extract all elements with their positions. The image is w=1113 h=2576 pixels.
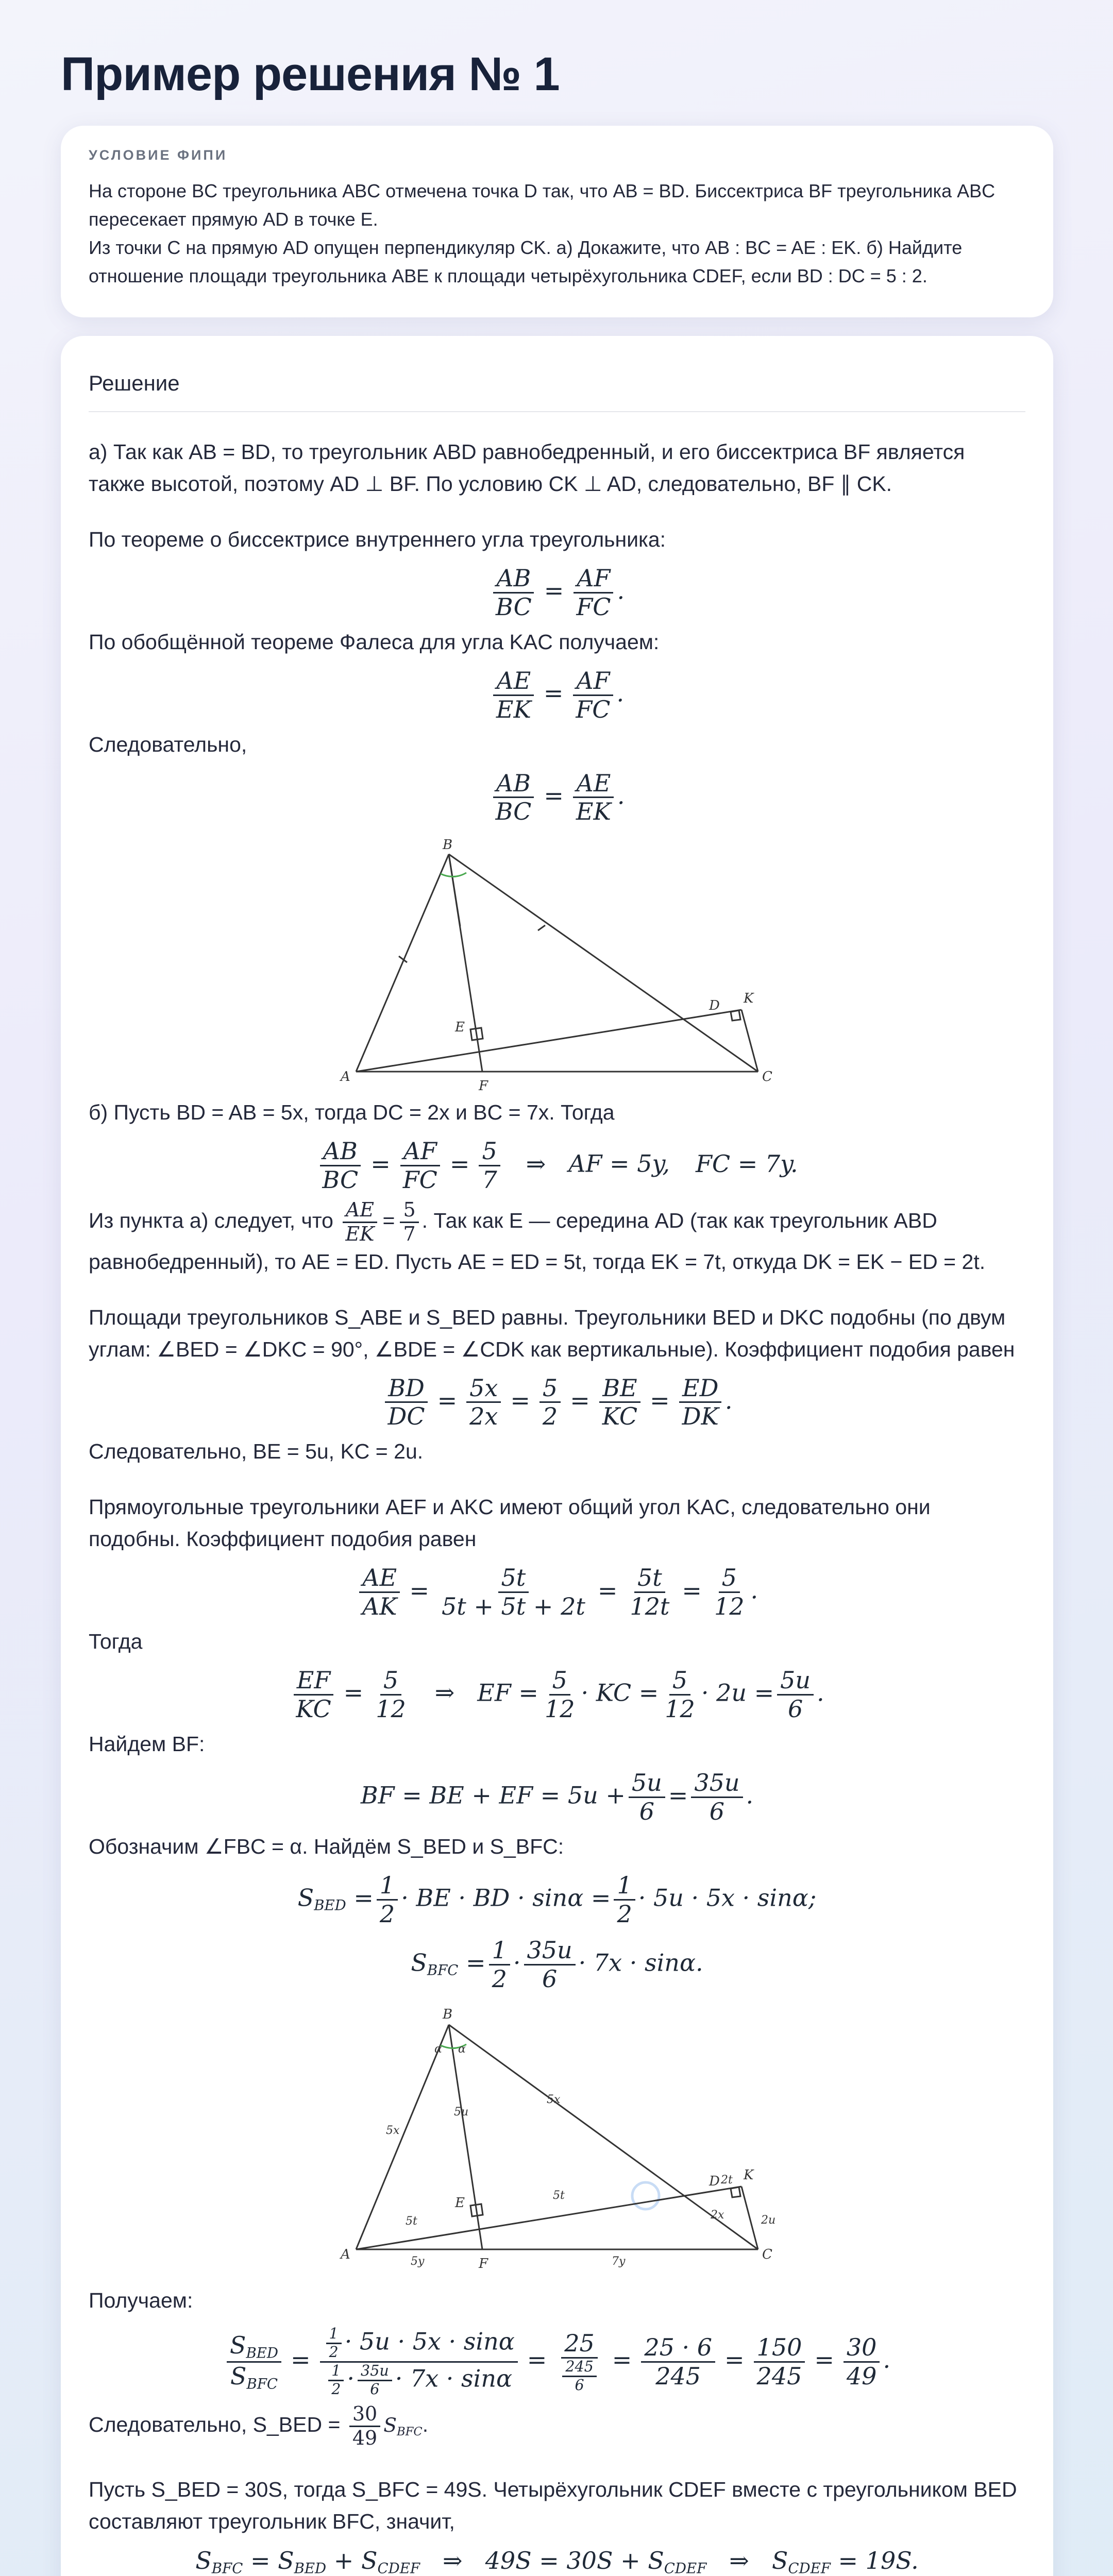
measure-ab: 5x <box>386 2124 400 2138</box>
formula-fales: $\frac{AE}{EK}$ = $\frac{AF}{FC}$ . <box>89 667 1025 723</box>
measure-ae: 5t <box>406 2215 417 2228</box>
measure-dc: 2x <box>711 2209 724 2222</box>
formula-bisector: $\frac{AB}{BC}$ = $\frac{AF}{FC}$ . <box>89 565 1025 621</box>
page-title: Пример решения № 1 <box>61 48 560 100</box>
formula-s-bfc: $S_{BFC}$ = $\frac{1}{2}$ · $\frac{35u}{6}$ · 7x · sinα. <box>411 1936 703 1993</box>
label-k: K <box>744 991 754 1007</box>
formula-area-ratio: $\frac{S_{BED}}{S_{BFC}}$ = $\frac{1}{2}$ · 5u · 5x · sinα $\frac{1}{2}$ · $\frac{35u}{6}$ · 7x · sinα = $\frac{25}{\frac{245}{6}}$ = $\frac{25 \cdot 6}{245}$ = $\frac{150}{245}$ = $\frac{30}{49}$ . <box>89 2326 1025 2398</box>
paragraph-areas: Площади треугольников S_ABE и S_BED равны. Треугольники BED и DKC подобны (по двум углам: ∠BED = ∠DKC = 90°, ∠BDE = ∠CDK как вертикальные). Коэффициент подобия равен <box>89 1305 1015 1361</box>
paragraph-bisector: По теореме о биссектрисе внутреннего угла треугольника: <box>89 528 666 551</box>
condition-text-1: На стороне BC треугольника ABC отмечена точка D так, что AB = BD. Биссектриса BF треугольника ABC пересекает прямую AD в точке E. <box>89 180 996 230</box>
measure-kc: 2u <box>761 2214 776 2227</box>
paragraph-part-b: б) Пусть BD = AB = 5x, тогда DC = 2x и BC = 7x. Тогда <box>89 1100 615 1125</box>
paragraph-get: Получаем: <box>89 2289 193 2313</box>
triangle-diagram-2 <box>325 2002 789 2280</box>
formula-similarity-bed-dkc: $\frac{BD}{DC}$ = $\frac{5x}{2x}$ = $\frac{5}{2}$ = $\frac{BE}{KC}$ = $\frac{ED}{DK}$ . <box>89 1375 1025 1431</box>
paragraph-fales: По обобщённой теореме Фалеса для угла KAC получаем: <box>89 630 660 654</box>
paragraph-denote: Обозначим ∠FBC = α. Найдём S_BED и S_BFC: <box>89 1834 564 1858</box>
solution-card <box>61 336 1053 2576</box>
label-e: E <box>455 1020 465 1036</box>
label-f-2: F <box>479 2256 488 2272</box>
label-c: C <box>762 1069 772 1085</box>
formula-similarity-aef-akc: $\frac{AE}{AK}$ = $\frac{5t}{5t + 5t + 2t}$ = $\frac{5t}{12t}$ = $\frac{5}{12}$ . <box>89 1564 1025 1620</box>
paragraph-from-a-1: Из пункта а) следует, что <box>89 1209 333 1233</box>
formula-s-bed: $S_{BED}$ = $\frac{1}{2}$ · BE · BD · sinα = $\frac{1}{2}$ · 5u · 5x · sinα; <box>297 1871 817 1928</box>
paragraph-from-a-2: . Так как E — середина AD (так как треугольник ABD равнобедренный), то AE = ED. Пусть AE = ED = 5t, тогда EK = 7t, откуда DK = EK − ED = 2t. <box>89 1209 986 1274</box>
condition-label: УСЛОВИЕ ФИПИ <box>89 147 228 163</box>
paragraph-hence-s: Следовательно, S_BED = $\frac{30}{49}$ $S_{BFC}$. <box>89 2402 429 2449</box>
condition-card <box>61 126 1053 317</box>
condition-text <box>89 177 1025 290</box>
label-c-2: C <box>762 2247 772 2263</box>
condition-text-2: Из точки C на прямую AD опущен перпендикуляр CK. а) Докажите, что AB : BC = AE : EK. б) Найдите отношение площади треугольника ABE к площади четырёхугольника CDEF, если BD : DC = 5 : 2. <box>89 237 963 286</box>
measure-be: 5u <box>454 2106 469 2119</box>
measure-fc: 7y <box>612 2255 626 2268</box>
measure-angle-1: α <box>434 2043 442 2056</box>
formula-conclusion-a: $\frac{AB}{BC}$ = $\frac{AE}{EK}$ . <box>89 770 1025 826</box>
measure-af: 5y <box>411 2255 425 2268</box>
formula-bf: BF = BE + EF = 5u + $\frac{5u}{6}$ = $\frac{35u}{6}$ . <box>360 1768 754 1825</box>
solution-heading: Решение <box>89 371 1025 412</box>
label-a: A <box>341 1069 350 1085</box>
paragraph-hence-be: Следовательно, BE = 5u, KC = 2u. <box>89 1439 424 1464</box>
label-b: B <box>443 837 453 853</box>
paragraph-let-s: Пусть S_BED = 30S, тогда S_BFC = 49S. Четырёхугольник CDEF вместе с треугольником BED составляют треугольник BFC, значит, <box>89 2477 1017 2533</box>
label-d-2: D <box>709 2174 720 2190</box>
measure-dk: 2t <box>721 2174 733 2187</box>
measure-bd: 5x <box>547 2093 561 2107</box>
measure-angle-2: α <box>458 2043 466 2056</box>
paragraph-from-a: Из пункта а) следует, что $\frac{AE}{EK}$ = $\frac{5}{7}$ . Так как E — середина AD (так как треугольник ABD равнобедренный), то AE = ED. Пусть AE = ED = 5t, тогда EK = 7t, откуда DK = EK − ED = 2t. <box>89 1198 986 1274</box>
triangle-diagram-1 <box>325 835 789 1092</box>
formula-ef: $\frac{EF}{KC}$ = $\frac{5}{12}$ ⇒ EF = $\frac{5}{12}$ · KC = $\frac{5}{12}$ · 2u = $\frac{5u}{6}$ . <box>89 1667 1025 1723</box>
label-k-2: K <box>744 2167 754 2183</box>
paragraph-then: Тогда <box>89 1630 143 1654</box>
measure-ed: 5t <box>553 2189 565 2202</box>
figure-triangle-2 <box>89 2002 1025 2280</box>
formula-s-cdef: $S_{BFC} = S_{BED} + S_{CDEF}$ ⇒ $49S = 30S + S_{CDEF}$ ⇒ $S_{CDEF} = 19S$. <box>195 2546 919 2576</box>
label-d: D <box>709 998 720 1014</box>
label-a-2: A <box>341 2247 350 2263</box>
paragraph-right-triangles: Прямоугольные треугольники AEF и AKC имеют общий угол KAC, следовательно они подобны. Коэффициент подобия равен <box>89 1495 931 1551</box>
formula-ratio-57: $\frac{AB}{BC}$ = $\frac{AF}{FC}$ = $\frac{5}{7}$ ⇒ AF = 5y, FC = 7y. <box>89 1138 1025 1194</box>
paragraph-hence: Следовательно, <box>89 732 247 756</box>
label-b-2: B <box>443 2007 453 2023</box>
paragraph-find-bf: Найдем BF: <box>89 1732 205 1756</box>
figure-triangle-1 <box>89 835 1025 1092</box>
label-f: F <box>479 1078 488 1093</box>
label-e-2: E <box>455 2195 465 2211</box>
paragraph-part-a: а) Так как AB = BD, то треугольник ABD равнобедренный, и его биссектриса BF является также высотой, поэтому AD ⊥ BF. По условию CK ⊥ AD, следовательно, BF ∥ CK. <box>89 440 965 496</box>
paragraph-hence-s-text: Следовательно, S_BED = <box>89 2413 341 2437</box>
